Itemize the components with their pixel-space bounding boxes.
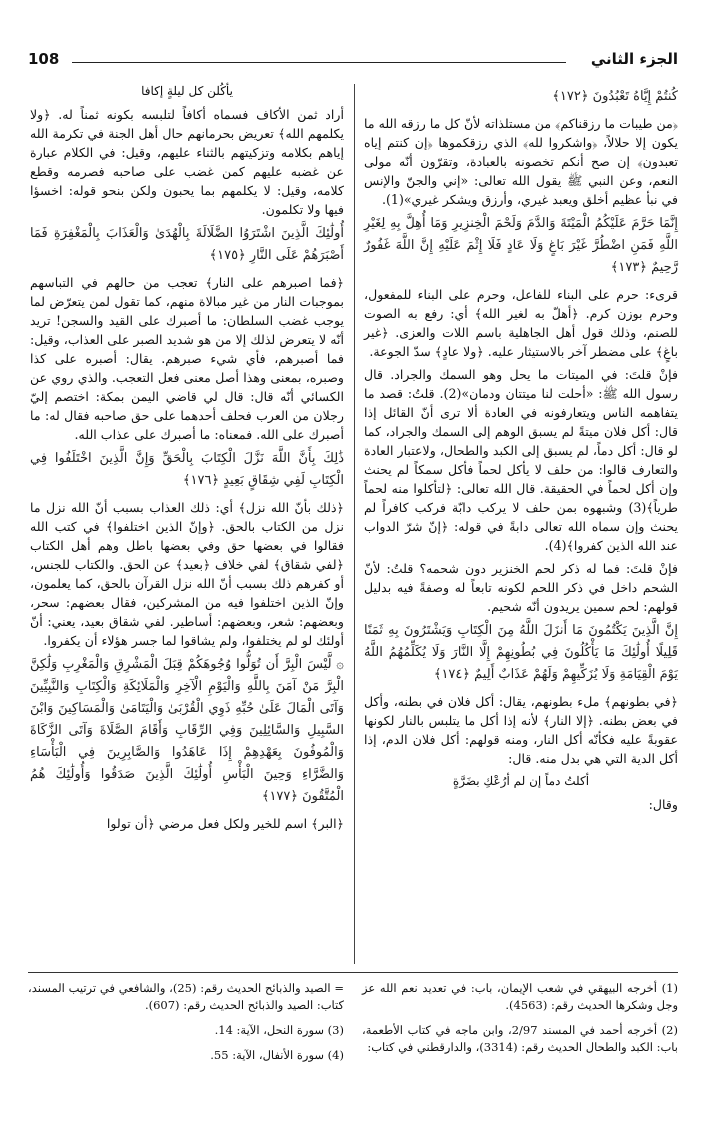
paragraph: ﴿البر﴾ اسم للخير ولكل فعل مرضي ﴿أن تولوا (106, 816, 344, 831)
poem-line: يأكُلن كل ليلةٍ إكافا (141, 84, 233, 98)
paragraph: ﴿فما اصبرهم على النار﴾ تعجب من حالهم في التباسهم بموجبات النار من غير مبالاة منهم، كما تقول لمن يتعرّض لما يوجب غضب السلطان: ما أصبرك على القيد والسجن! تريد أنّه لا يتعرض لذلك إلا من هو شديد الصبر على العذاب، وقيل: فما أصبرهم، فأي شيء صبرهم. يقال: أصبره على كذا وصبره، بمعنى وهذا أصل معنى فعل التعجب. والذي روي عن الكسائي أنّه قال: قال لي قاضي اليمن بمكة: اختصم إليّ رجلان من العرب فحلف أحدهما على حق صاحبه فقال له: ما أصبرك على الله. فمعناه: ما أصبرك على عذاب الله. (30, 275, 344, 442)
paragraph: ﴿من طيبات ما رزقناكم﴾ من مستلذاته لأنّ كل ما رزقه الله ما يكون إلا حلالاً، ﴿واشكروا لله﴾ الذي رزقكموها ﴿إن كنتم إياه تعبدون﴾ إن صح أنكم تخصونه بالعبادة، وتقرّون أنّه مولى النعم، وعن النبي ﷺ يقول الله تعالى: «إني والجنّ والإنس في نبأ عظيم أخلق ويعبد غيري، وأرزق ويشكر غيري»(1). (364, 116, 678, 207)
verse-177: ۞ لَّيْسَ الْبِرَّ أَن تُوَلُّوا وُجُوهَكُمْ قِبَلَ الْمَشْرِقِ وَالْمَغْرِبِ وَلَٰكِنَّ الْبِرَّ مَنْ آمَنَ بِاللَّهِ وَالْيَوْمِ الْآخِرِ وَالْمَلَائِكَةِ وَالْكِتَابِ وَالنَّبِيِّينَ وَآتَى الْمَالَ عَلَىٰ حُبِّهِ ذَوِي الْقُرْبَىٰ وَالْيَتَامَىٰ وَالْمَسَاكِينَ وَابْنَ السَّبِيلِ وَالسَّائِلِينَ وَفِي الرِّقَابِ وَأَقَامَ الصَّلَاةَ وَآتَى الزَّكَاةَ وَالْمُوفُونَ بِعَهْدِهِمْ إِذَا عَاهَدُوا وَالصَّابِرِينَ فِي الْبَأْسَاءِ وَالضَّرَّاءِ وَحِينَ الْبَأْسِ أُولَٰئِكَ الَّذِينَ صَدَقُوا وَأُولَٰئِكَ هُمُ الْمُتَّقُونَ ﴿١٧٧﴾ (30, 657, 344, 804)
paragraph: وقال: (648, 797, 678, 812)
left-column (30, 82, 344, 837)
footnote-2-continued: = الصيد والذبائح الحديث رقم: (25)، والشافعي في ترتيب المسند، كتاب: الصيد والذبائح الحديث رقم: (607). (28, 981, 344, 1012)
footnote-1: (1) أخرجه البيهقي في شعب الإيمان، باب: في تعديد نعم الله عز وجل وشكرها الحديث رقم: (4563). (362, 981, 678, 1012)
paragraph: قرىء: حرم على البناء للفاعل، وحرم على البناء للمفعول، وحرم بوزن كرم. ﴿أهلّ به لغير الله﴾ أي: رفع به الصوت للصنم، وذلك قول أهل الجاهلية باسم اللات والعزى. ﴿غير باغٍ﴾ على مضطر آخر بالاستيثار عليه. ﴿ولا عادٍ﴾ سدّ الجوعة. (364, 287, 678, 359)
header-rule (72, 62, 566, 63)
verse-174: إِنَّ الَّذِينَ يَكْتُمُونَ مَا أَنزَلَ اللَّهُ مِنَ الْكِتَابِ وَيَشْتَرُونَ بِهِ ثَمَنًا قَلِيلًا أُولَٰئِكَ مَا يَأْكُلُونَ فِي بُطُونِهِمْ إِلَّا النَّارَ وَلَا يُكَلِّمُهُمُ اللَّهُ يَوْمَ الْقِيَامَةِ وَلَا يُزَكِّيهِمْ وَلَهُمْ عَذَابٌ أَلِيمٌ ﴿١٧٤﴾ (364, 623, 678, 682)
footnotes-rule (28, 972, 678, 973)
paragraph: فإنْ قلتَ: فما له ذكر لحم الخنزير دون شحمه؟ قلتُ: لأنّ الشحم داخل في ذكر اللحم لكونه تابعاً له وصفةً فيه بدليل قولهم: لحم سمين يريدون أنّه شحيم. (364, 561, 678, 614)
right-column (364, 82, 678, 818)
paragraph: ﴿ذلك بأنّ الله نزل﴾ أي: ذلك العذاب بسبب أنّ الله نزل ما نزل من الكتاب بالحق. ﴿وإنّ الذين اختلفوا﴾ في كتب الله فقالوا في بعضها حق وفي بعضها باطل وهم أهل الكتاب ﴿لفي شقاق﴾ لفي خلاف ﴿بعيد﴾ عن الحق. والكتاب للجنس، أو كفرهم ذلك بسبب أنّ الله نزل القرآن بالحق، كما يعلمون، وإنّ الذين اختلفوا فيه من المشركين، فقال بعضهم: سحر، وبعضهم: شعر، وبعضهم: أساطير. لفي شقاق بعيد، يعني: أنّ أولئك لو لم يختلفوا، ولم يشاقوا لما جسر هؤلاء أن يكفروا. (30, 500, 344, 648)
running-title: الجزء الثاني (590, 50, 678, 68)
verse-176: ذَٰلِكَ بِأَنَّ اللَّهَ نَزَّلَ الْكِتَابَ بِالْحَقِّ وَإِنَّ الَّذِينَ اخْتَلَفُوا فِي الْكِتَابِ لَفِي شِقَاقٍ بَعِيدٍ ﴿١٧٦﴾ (30, 451, 344, 488)
page-header (28, 50, 678, 74)
footnote-3: (3) سورة النحل، الآية: 14. (214, 1023, 344, 1037)
column-divider (354, 84, 355, 964)
paragraph: فإنْ قلتَ: في الميتات ما يحل وهو السمك والجراد. قال رسول الله ﷺ: «أحلت لنا ميتتان ودمان»(2). قلتُ: قصد ما يتفاهمه الناس ويتعارفونه في العادة ألا ترى أنّ القائل إذا قال: أكل فلان ميتةً لم يسبق الوهم إلى السمك والجراد، كما لو قال: أكل دماً، لم يسبق إلى الكبد والطحال، ولاعتبار العادة والتعارف قالوا: من حلف لا يأكل لحماً فأكل سمكاً لم يحنث وإن أكل لحماً في الحقيقة. قال الله تعالى: ﴿لتأكلوا منه لحماً طرياً﴾(3) وشبهوه بمن حلف لا يركب دابّة فركب كافراً لم يحنث وإن سماه الله تعالى دابةً في قوله: ﴿إنّ شرّ الدواب عند الله الذين كفروا﴾(4). (364, 367, 678, 553)
paragraph: ﴿في بطونهم﴾ ملء بطونهم، يقال: أكل فلان في بطنه، وأكل في بعض بطنه. ﴿إلا النار﴾ لأنه إذا أكل ما يتلبس بالنار لكونها عقوبةً عليه فكأنّه أكل النار، ومنه قولهم: أكل فلان الدم، إذا أكل الدية التي هي بدل منه. قال: (364, 694, 678, 766)
footnote-4: (4) سورة الأنفال، الآية: 55. (210, 1048, 344, 1062)
poem-line: أكلتُ دماً إن لم أرُعْكِ بضَرَّةٍ (452, 774, 590, 788)
footnote-2: (2) أخرجه أحمد في المسند 2/97، وابن ماجه في كتاب الأطعمة، باب: الكبد والطحال الحديث رقم: (3314)، والدارقطني في كتاب: (362, 1023, 678, 1054)
footnotes-left (28, 980, 344, 1072)
paragraph: أراد ثمن الأكاف فسماه أكافاً لتلبسه بكونه ثمناً له. ﴿ولا يكلمهم الله﴾ تعريض بحرمانهم حال أهل الجنة في تكرمة الله إياهم بكلامه وتزكيتهم بالثناء عليهم، وقيل: في الكلام عبارة عن غضبه عليهم كمن غضب على صاحبه فصرمه وقطع كلامه، وقيل: لا يكلمهم بما يحبون ولكن بنحو قوله: اخسؤا فيها ولا تكلمون. (30, 107, 344, 217)
page-number: 108 (28, 50, 60, 68)
footnotes-right (362, 980, 678, 1064)
verse-172-end: كُنتُمْ إِيَّاهُ تَعْبُدُونَ ﴿١٧٢﴾ (552, 89, 678, 104)
verse-173: إِنَّمَا حَرَّمَ عَلَيْكُمُ الْمَيْتَةَ وَالدَّمَ وَلَحْمَ الْخِنزِيرِ وَمَا أُهِلَّ بِهِ لِغَيْرِ اللَّهِ فَمَنِ اضْطُرَّ غَيْرَ بَاغٍ وَلَا عَادٍ فَلَا إِثْمَ عَلَيْهِ إِنَّ اللَّهَ غَفُورٌ رَّحِيمٌ ﴿١٧٣﴾ (364, 216, 678, 275)
verse-175: أُولَٰئِكَ الَّذِينَ اشْتَرَوُا الضَّلَالَةَ بِالْهُدَىٰ وَالْعَذَابَ بِالْمَغْفِرَةِ فَمَا أَصْبَرَهُمْ عَلَى النَّارِ ﴿١٧٥﴾ (30, 226, 344, 263)
